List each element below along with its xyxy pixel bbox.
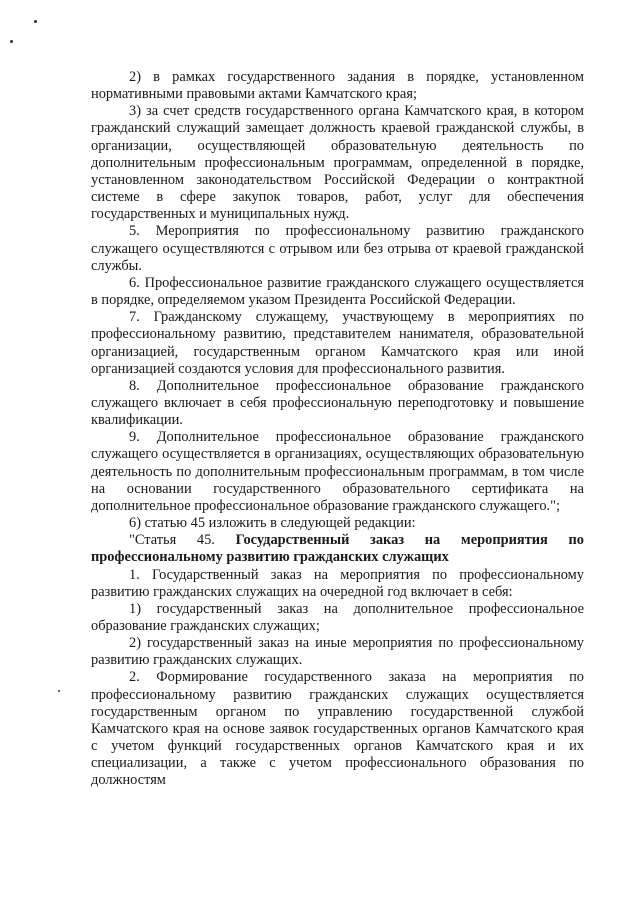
scan-speck [34,20,37,23]
paragraph-9: 9. Дополнительное профессиональное образование гражданского служащего осуществляется в организациях, осуществляющих образовательную деятельность по дополнительным профессиональным программам, в том числе на основании государственного образовательного сертификата на дополнительное профессиональное образование гражданского служащего."; [91,429,584,514]
paragraph-8: 8. Дополнительное профессиональное образование гражданского служащего включает в себя профессиональную переподготовку и повышение квалификации. [91,377,584,429]
article-paragraph-2: 2. Формирование государственного заказа на мероприятия по профессиональному развитию гражданских служащих осуществляется государственным органом по управлению государственной службой Камчатского края на основе заявок государственных органов Камчатского края с учетом функций государственных органов Камчатского края и их специализации, а также с учетом профессионального образования по должностям [91,669,584,789]
paragraph-5: 5. Мероприятия по профессиональному развитию гражданского служащего осуществляются с отрывом или без отрыва от краевой гражданской службы. [91,223,584,274]
paragraph-6: 6. Профессиональное развитие гражданского служащего осуществляется в порядке, определяемом указом Президента Российской Федерации. [91,274,584,309]
article-subitem-2: 2) государственный заказ на иные мероприятия по профессиональному развитию гражданских служащих. [91,635,584,669]
document-body [91,69,584,790]
paragraph-item-2: 2) в рамках государственного задания в порядке, установленном нормативными правовыми актами Камчатского края; [91,69,584,103]
article-title: Государственный заказ на мероприятия по профессиональному развитию гражданских служащих [91,532,585,566]
paragraph-7: 7. Гражданскому служащему, участвующему в мероприятиях по профессиональному развитию, представителем нанимателя, образовательной организацией, государственным органом Камчатского края или иной организацией создаются условия для профессионального развития. [91,309,584,377]
article-prefix: "Статья 45. [129,532,236,549]
article-heading [91,532,584,566]
scan-speck [58,690,60,692]
article-subitem-1: 1) государственный заказ на дополнительное профессиональное образование гражданских служащих; [91,600,584,634]
article-paragraph-1: 1. Государственный заказ на мероприятия по профессиональному развитию гражданских служащих на очередной год включает в себя: [91,566,584,600]
scan-speck [10,40,13,43]
paragraph-item-3: 3) за счет средств государственного органа Камчатского края, в котором гражданский служащий замещает должность краевой гражданской службы, в организации, осуществляющей образовательную деятельность по дополнительным профессиональным программам, определенной в порядке, установленном законодательством Российской Федерации о контрактной системе в сфере закупок товаров, работ, услуг для обеспечения государственных и муниципальных нужд. [91,103,584,223]
amendment-item-6: 6) статью 45 изложить в следующей редакции: [129,515,416,532]
